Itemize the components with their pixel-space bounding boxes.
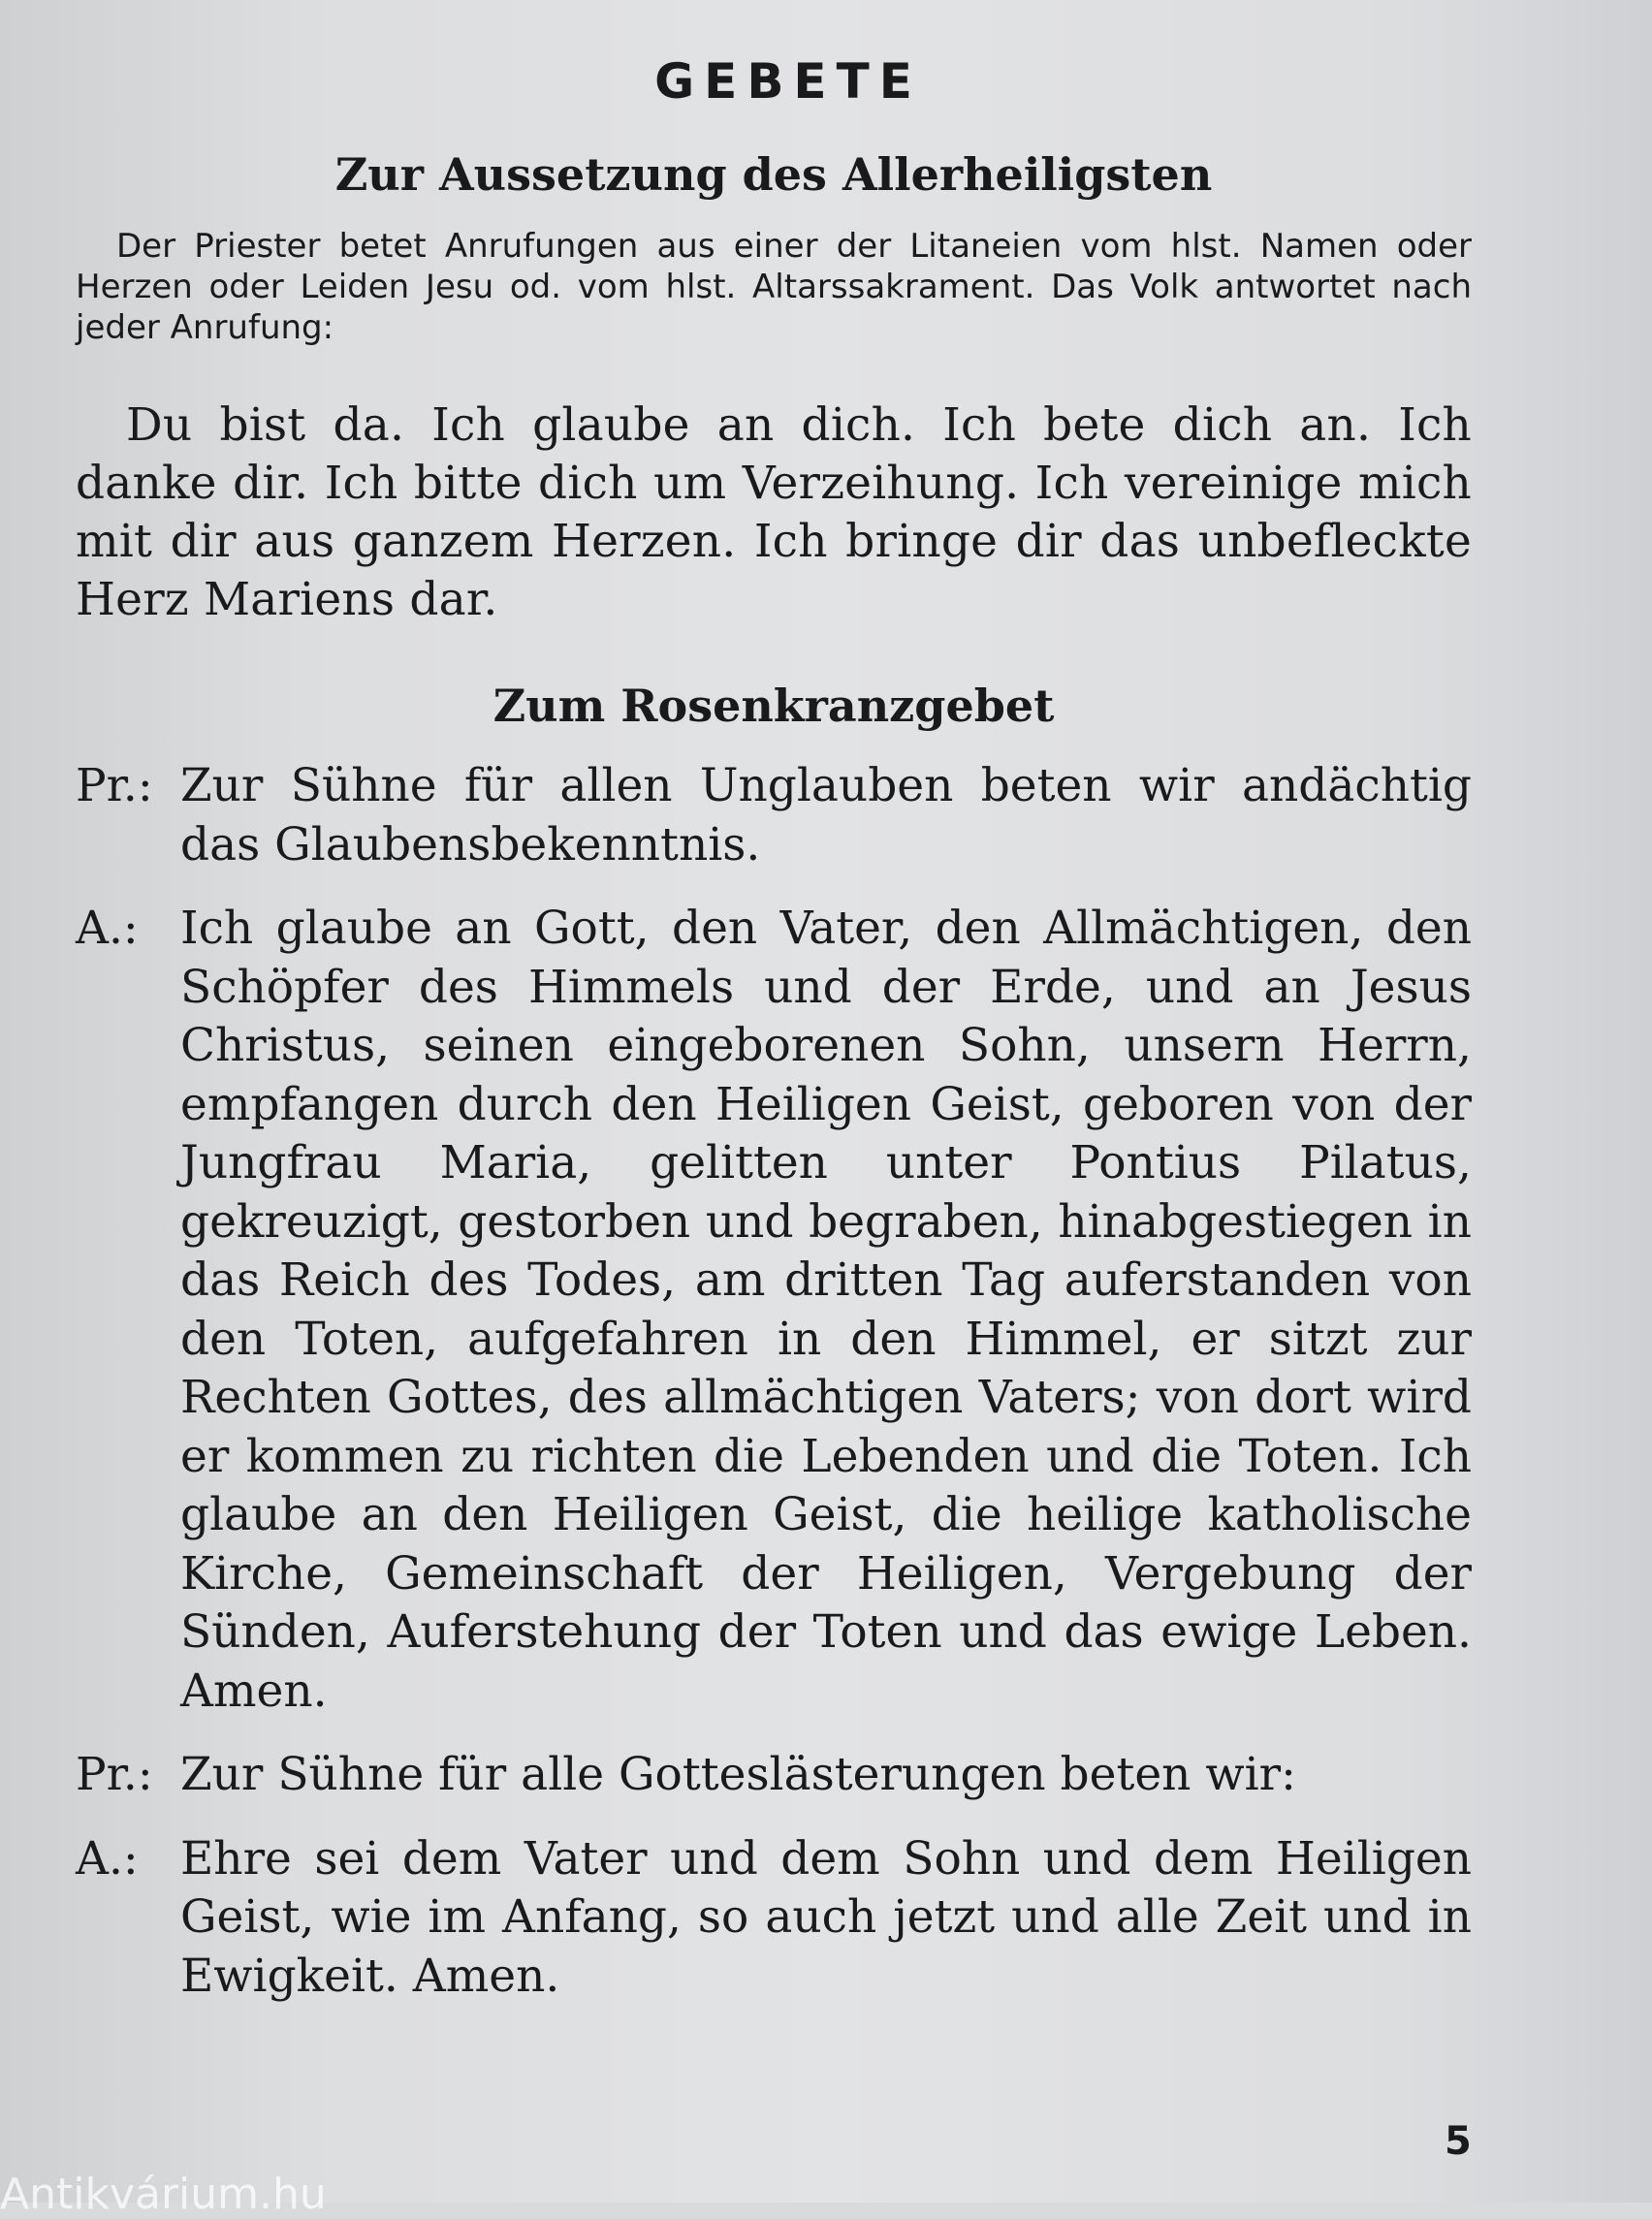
book-page — [76, 53, 1472, 2031]
dialog-text: Ich glaube an Gott, den Vater, den Allmächtigen, den Schöpfer des Himmels und der Erde, und an Jesus Christus, seinen eingeborenen Sohn, unsern Herrn, empfangen durch den Heiligen Geist, geboren von der Jungfrau Maria, gelitten unter Pontius Pilatus, gekreuzigt, gestorben und begraben, hinabgestiegen in das Reich des Todes, am dritten Tag auferstanden von den Toten, aufgefahren in den Himmel, er sitzt zur Rechten Gottes, des allmächtigen Vaters; von dort wird er kommen zu richten die Lebenden und die Toten. Ich glaube an den Heiligen Geist, die heilige katholische Kirche, Gemeinschaft der Heiligen, Vergebung der Sünden, Auferstehung der Toten und das ewige Leben. Amen. — [180, 902, 1472, 1718]
dialog-text: Zur Sühne für alle Gotteslästerungen beten wir: — [180, 1748, 1296, 1801]
watermark-text: Antikvárium.hu — [0, 2170, 327, 2219]
dialog-line — [76, 1746, 1472, 1805]
speaker-label: Pr.: — [76, 759, 153, 812]
dialog-line — [76, 1830, 1472, 2007]
section-title-aussetzung: Zur Aussetzung des Allerheiligsten — [334, 148, 1213, 201]
page-number: 5 — [1445, 2119, 1472, 2164]
page-heading: GEBETE — [654, 53, 922, 110]
prayer-text: Du bist da. Ich glaube an dich. Ich bete dich an. Ich danke dir. Ich bitte dich um Verzeihung. Ich vereinige mich mit dir aus ganzem Herzen. Ich bringe dir das unbefleckte Herz Mariens dar. — [76, 398, 1472, 626]
rubric-instruction: Der Priester betet Anrufungen aus einer der Litaneien vom hlst. Namen oder Herzen oder Leiden Jesu od. vom hlst. Altarssakrament. Das Volk antwortet nach jeder Anrufung: — [76, 227, 1472, 347]
speaker-label: A.: — [76, 1831, 139, 1886]
speaker-label: Pr.: — [76, 1748, 153, 1801]
dialog-text: Ehre sei dem Vater und dem Sohn und dem Heiligen Geist, wie im Anfang, so auch jetzt und alle Zeit und in Ewigkeit. Amen. — [180, 1831, 1472, 2003]
speaker-label: A.: — [76, 902, 139, 955]
dialog-line — [76, 757, 1472, 874]
section-title-rosenkranz: Zum Rosenkranzgebet — [492, 680, 1055, 732]
dialog-line — [76, 900, 1472, 1721]
dialog-text: Zur Sühne für allen Unglauben beten wir andächtig das Glaubensbekenntnis. — [180, 759, 1472, 872]
